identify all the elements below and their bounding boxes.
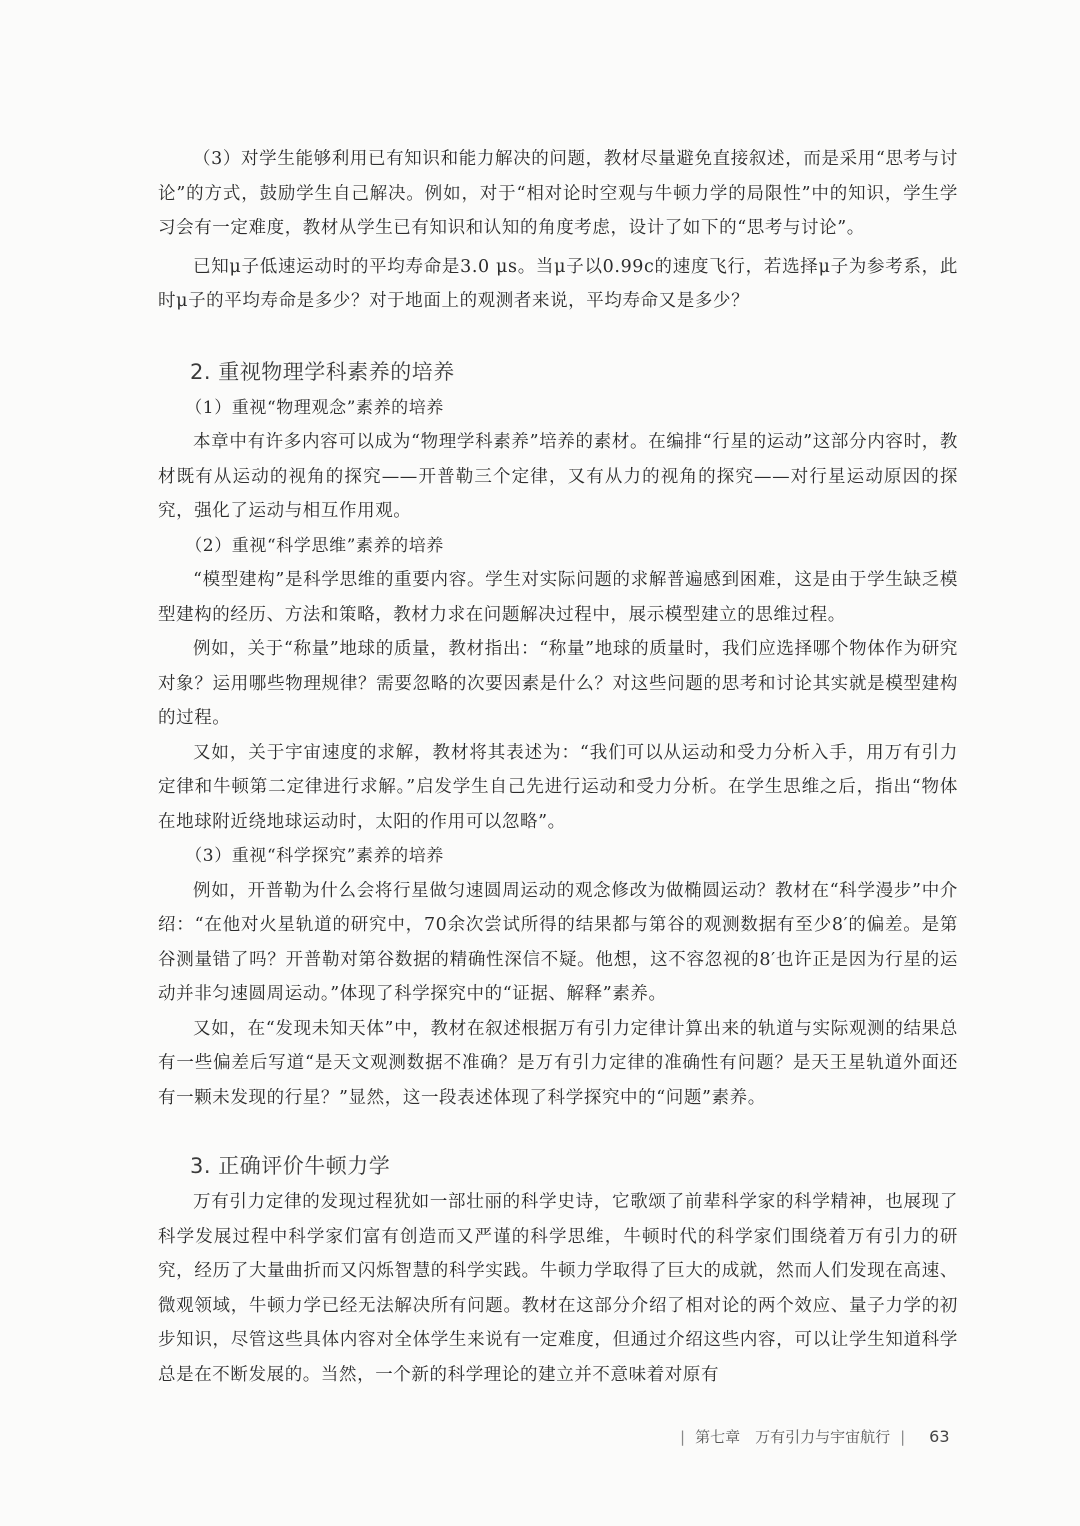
paragraph-model-building: “模型建构”是科学思维的重要内容。学生对实际问题的求解普遍感到困难，这是由于学生缺乏模型建构的经历、方法和策略，教材力求在问题解决过程中，展示模型建立的思维过程。: [158, 570, 958, 625]
subheading-scientific-inquiry: （3）重视“科学探究”素养的培养: [185, 846, 444, 866]
page-footer: [680, 1426, 970, 1447]
paragraph-earth-mass: 例如，关于“称量”地球的质量，教材指出：“称量”地球的质量时，我们应选择哪个物体作为研究对象？运用哪些物理规律？需要忽略的次要因素是什么？对这些问题的思考和讨论其实就是模型建构的过程。: [158, 639, 958, 728]
paragraph-cosmic-velocity: 又如，关于宇宙速度的求解，教材将其表述为：“我们可以从运动和受力分析入手，用万有引力定律和牛顿第二定律进行求解。”启发学生自己先进行运动和受力分析。在学生思维之后，指出“物体在地球附近绕地球运动时，太阳的作用可以忽略”。: [158, 742, 958, 832]
paragraph-unknown-bodies: 又如，在“发现未知天体”中，教材在叙述根据万有引力定律计算出来的轨道与实际观测的结果总有一些偏差后写道“是天文观测数据不准确？是万有引力定律的准确性有问题？是天王星轨道外面还有一颗未发现的行星？”显然，这一段表述体现了科学探究中的“问题”素养。: [158, 1018, 958, 1108]
page-number: 63: [929, 1427, 950, 1446]
paragraph-planet-motion: 本章中有许多内容可以成为“物理学科素养”培养的素材。在编排“行星的运动”这部分内容时，教材既有从运动的视角的探究——开普勒三个定律，又有从力的视角的探究——对行星运动原因的探究，强化了运动与相互作用观。: [158, 432, 958, 521]
paragraph-gravitation-history: 万有引力定律的发现过程犹如一部壮丽的科学史诗，它歌颂了前辈科学家的科学精神，也展现了科学发展过程中科学家们富有创造而又严谨的科学思维，牛顿时代的科学家们围绕着万有引力的研究，经历了大量曲折而又闪烁智慧的科学实践。牛顿力学取得了巨大的成就，然而人们发现在高速、微观领域，牛顿力学已经无法解决所有问题。教材在这部分介绍了相对论的两个效应、量子力学的初步知识，尽管这些具体内容对全体学生来说有一定难度，但通过介绍这些内容，可以让学生知道科学总是在不断发展的。当然，一个新的科学理论的建立并不意味着对原有: [158, 1192, 958, 1385]
page-content: [158, 142, 958, 1392]
section-heading-newtonian-mechanics: 3. 正确评价牛顿力学: [190, 1154, 391, 1178]
section-heading-physics-literacy: 2. 重视物理学科素养的培养: [190, 359, 455, 384]
subheading-physics-concept: （1）重视“物理观念”素养的培养: [185, 397, 444, 418]
paragraph-kepler: 例如，开普勒为什么会将行星做匀速圆周运动的观念修改为做椭圆运动？教材在“科学漫步”中介绍：“在他对火星轨道的研究中，70余次尝试所得的结果都与第谷的观测数据有至少8′的偏差。是第谷测量错了吗？开普勒对第谷数据的精确性深信不疑。他想，这不容忽视的8′也许正是因为行星的运动并非匀速圆周运动。”体现了科学探究中的“证据、解释”素养。: [158, 880, 958, 1004]
footer-divider-right: |: [900, 1427, 906, 1446]
footer-chapter-title: 第七章 万有引力与宇宙航行: [695, 1428, 891, 1446]
subheading-scientific-thinking: （2）重视“科学思维”素养的培养: [185, 535, 444, 556]
paragraph-discussion-intro: （3）对学生能够利用已有知识和能力解决的问题，教材尽量避免直接叙述，而是采用“思考与讨论”的方式，鼓励学生自己解决。例如，对于“相对论时空观与牛顿力学的局限性”中的知识，学生学习会有一定难度，教材从学生已有知识和认知的角度考虑，设计了如下的“思考与讨论”。: [158, 149, 958, 238]
paragraph-muon-question: 已知μ子低速运动时的平均寿命是3.0 μs。当μ子以0.99c的速度飞行，若选择μ子为参考系，此时μ子的平均寿命是多少？对于地面上的观测者来说，平均寿命又是多少？: [158, 256, 958, 311]
footer-divider-left: |: [680, 1427, 686, 1446]
